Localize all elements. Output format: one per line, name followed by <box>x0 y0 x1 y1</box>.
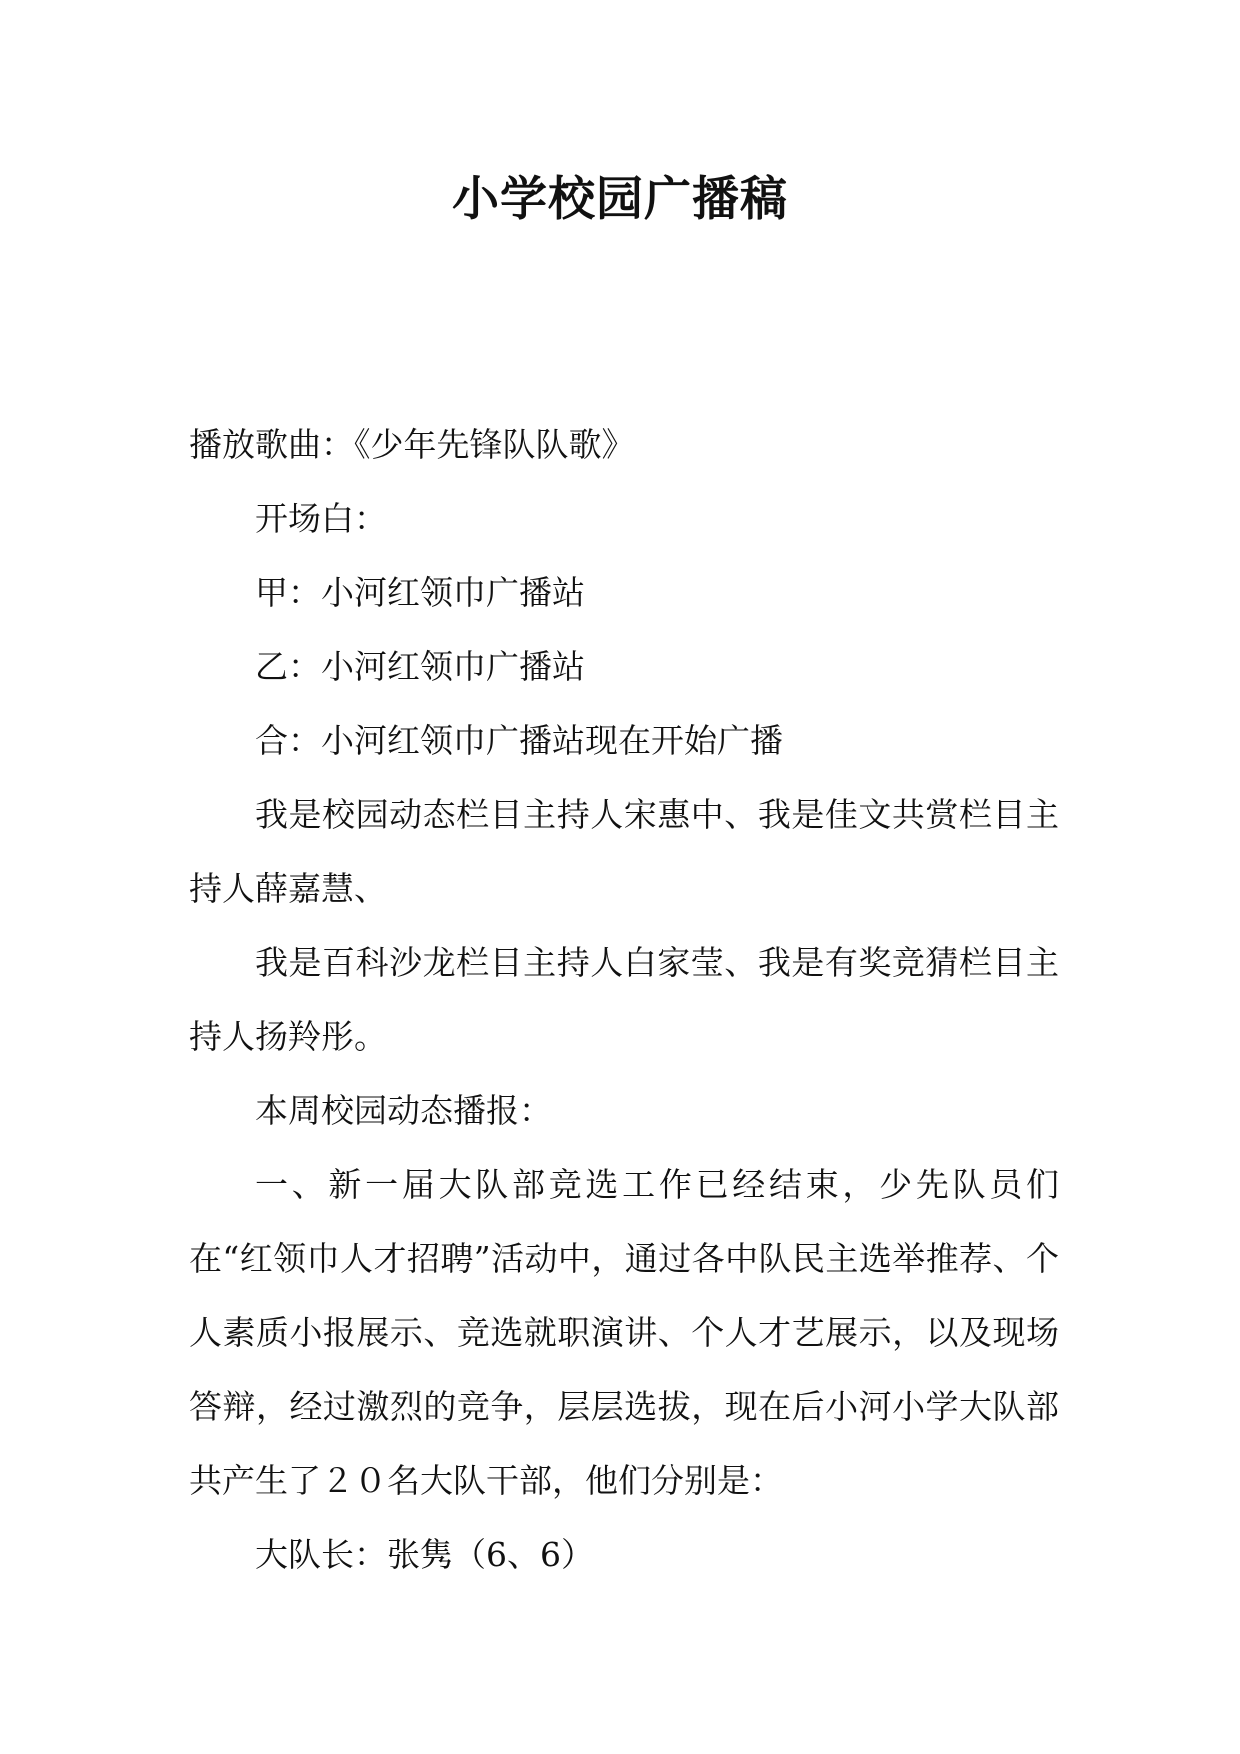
paragraph-together: 合：小河红领巾广播站现在开始广播 <box>255 721 783 760</box>
paragraph-news-1: 一、新一届大队部竞选工作已经结束，少先队员们在“红领巾人才招聘”活动中，通过各中队民主选举推荐、个人素质小报展示、竞选就职演讲、个人才艺展示，以及现场答辩，经过激烈的竞争，层层选拔，现在后小河小学大队部共产生了２０名大队干部，他们分别是： <box>189 1165 1059 1500</box>
paragraph-hosts-1: 我是校园动态栏目主持人宋惠中、我是佳文共赏栏目主持人薛嘉慧、 <box>189 795 1059 908</box>
document-title: 小学校园广播稿 <box>452 172 788 227</box>
paragraph-news-heading: 本周校园动态播报： <box>255 1091 552 1130</box>
paragraph-captain: 大队长：张隽（6、6） <box>255 1535 594 1574</box>
paragraph-hosts-2: 我是百科沙龙栏目主持人白家莹、我是有奖竞猜栏目主持人扬羚彤。 <box>189 943 1059 1056</box>
paragraph-speaker-a: 甲：小河红领巾广播站 <box>255 573 585 612</box>
paragraph-opening: 开场白： <box>255 499 387 538</box>
paragraph-song: 播放歌曲：《少年先锋队队歌》 <box>189 425 635 464</box>
paragraph-speaker-b: 乙：小河红领巾广播站 <box>255 647 585 686</box>
document-body <box>189 408 1059 1592</box>
